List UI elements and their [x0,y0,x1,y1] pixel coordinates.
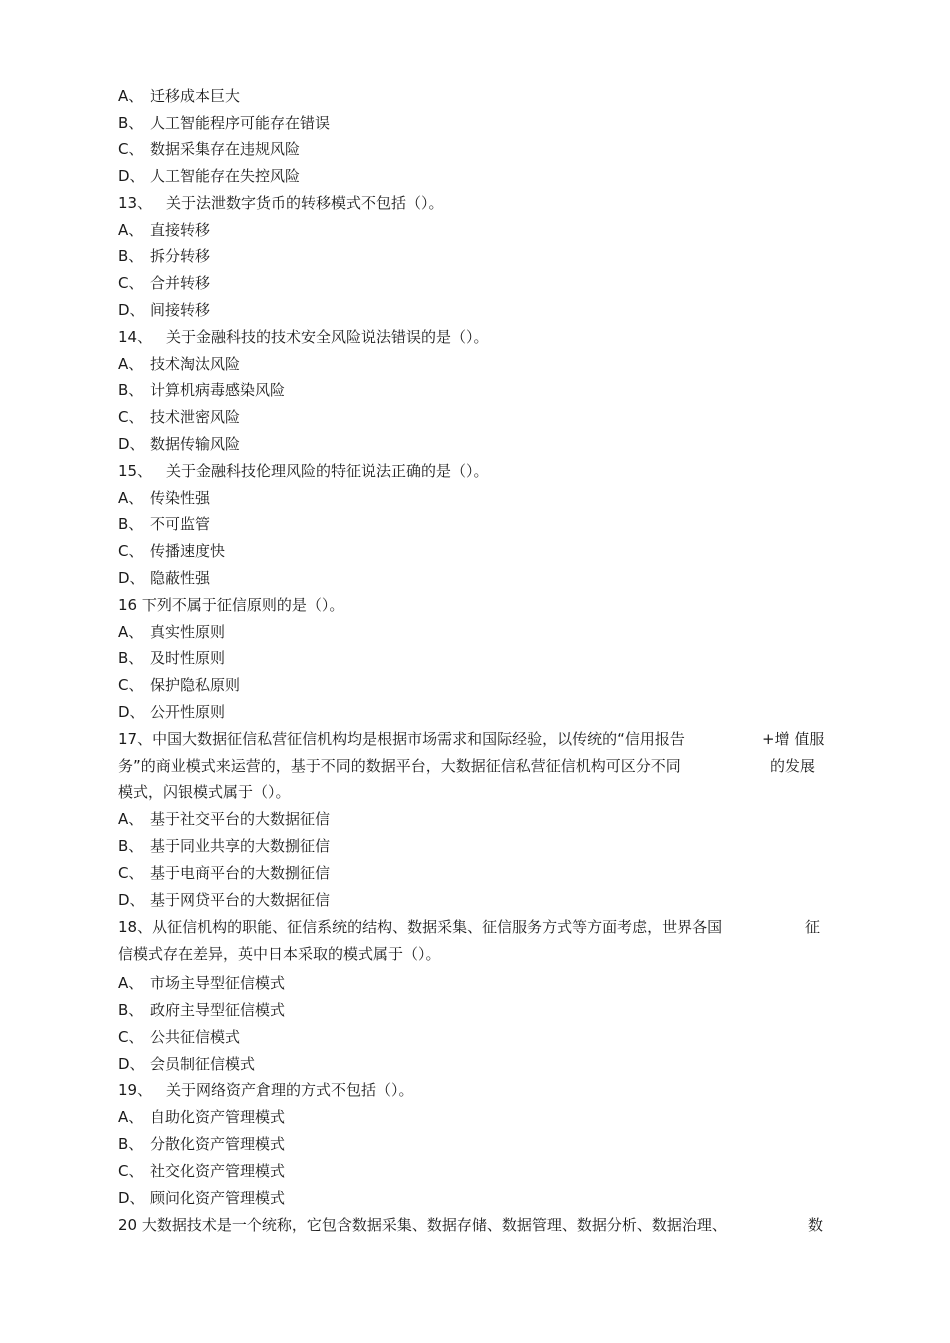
option-line: D、 间接转移 [118,301,211,319]
option-line: C、 社交化资产管理模式 [118,1162,286,1180]
option-line: C、 保护隐私原则 [118,676,241,694]
question-17-line-2-tail: 的发展 [770,757,816,775]
option-line: D、 数据传输风险 [118,435,241,453]
option-line: A、 技术淘汰风险 [118,355,241,373]
option-line: C、 基于电商平台的大数捌征信 [118,864,331,882]
option-line: B、 基于同业共享的大数捌征信 [118,837,331,855]
option-line: C、 合并转移 [118,274,211,292]
question-20-line-1: 20 大数据技术是一个统称，它包含数据采集、数据存储、数据管理、数据分析、数据治理、 [118,1216,727,1234]
option-line: D、 人工智能存在失控风险 [118,167,301,185]
option-line: B、 人工智能程序可能存在错误 [118,114,331,132]
option-line: A、 自助化资产管理模式 [118,1108,286,1126]
question-16: 16 下列不属于征信原则的是（）。 [118,596,345,614]
option-line: D、 公开性原则 [118,703,226,721]
question-13: 13、 关于法泄数字货币的转移模式不包括（）。 [118,194,444,212]
option-line: A、 市场主导型征信模式 [118,974,286,992]
option-line: B、 计算机病毒感染风险 [118,381,286,399]
option-line: C、 数据采集存在违规风险 [118,140,301,158]
question-17-line-1-tail: +增 值服 [762,730,825,748]
question-18-line-1-tail: 征 [805,918,821,936]
option-line: C、 公共征信模式 [118,1028,241,1046]
question-20-line-1-tail: 数 [808,1216,824,1234]
question-18-line-1: 18、从征信机构的职能、征信系统的结构、数据采集、征信服务方式等方面考虑，世界各国 [118,918,723,936]
question-18-line-2: 信模式存在差异，英中日本采取的模式属于（）。 [118,945,441,963]
question-17-line-1: 17、中国大数据征信私营征信机构均是根据市场需求和国际经验，以传统的“信用报告 [118,730,685,748]
question-19: 19、 关于网络资产倉理的方式不包括（）。 [118,1081,414,1099]
option-line: B、 拆分转移 [118,247,211,265]
question-15: 15、 关于金融科技伦理风险的特征说法正确的是（）。 [118,462,489,480]
option-line: D、 顾问化资产管理模式 [118,1189,286,1207]
option-line: B、 政府主导型征信模式 [118,1001,286,1019]
option-line: A、 直接转移 [118,221,211,239]
option-line: B、 分散化资产管理模式 [118,1135,286,1153]
option-line: A、 传染性强 [118,489,211,507]
option-line: B、 及时性原则 [118,649,226,667]
option-line: C、 传播速度快 [118,542,226,560]
option-line: A、 迁移成本巨大 [118,87,241,105]
question-14: 14、 关于金融科技的技术安全风险说法错误的是（）。 [118,328,489,346]
option-line: D、 基于网贷平台的大数据征信 [118,891,331,909]
option-line: B、 不可监管 [118,515,211,533]
question-17-line-3: 模式，闪银模式属于（）。 [118,783,291,801]
option-line: D、 隐蔽性强 [118,569,211,587]
option-line: C、 技术泄密风险 [118,408,241,426]
option-line: A、 真实性原则 [118,623,226,641]
option-line: A、 基于社交平台的大数据征信 [118,810,331,828]
question-17-line-2: 务”的商业模式来运营的，基于不同的数据平台，大数据征信私营征信机构可区分不同 [118,757,681,775]
option-line: D、 会员制征信模式 [118,1055,256,1073]
